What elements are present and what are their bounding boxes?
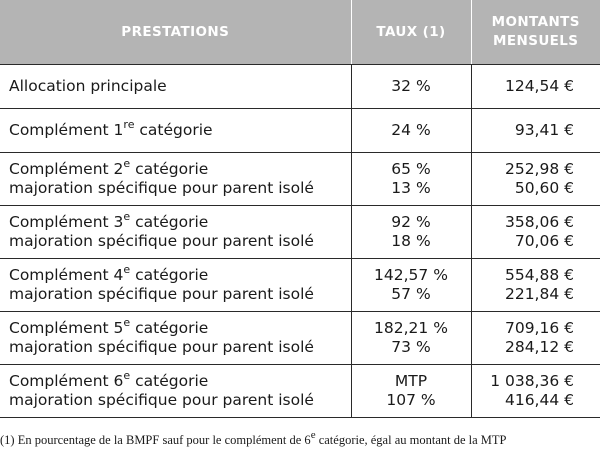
benefit-sub-label: majoration spécifique pour parent isolé (9, 391, 314, 409)
footnote (0, 428, 600, 448)
amount-value: 554,88 € (504, 266, 574, 284)
rate-cell (351, 153, 471, 206)
header-row (0, 0, 600, 65)
amount-value: 1 038,36 € (490, 372, 574, 390)
benefit-label (9, 209, 351, 232)
table-row (0, 109, 600, 153)
amount-sub-value: 416,44 € (504, 391, 574, 409)
table-row (0, 153, 600, 206)
amount-value: 93,41 € (514, 121, 574, 139)
benefit-label-text: Complément 5 (9, 319, 124, 337)
amount-cell (471, 109, 600, 153)
header-taux: TAUX (1) (351, 0, 471, 65)
benefit-label-cell (0, 365, 351, 418)
rate-cell (351, 259, 471, 312)
rate-value: MTP (394, 372, 428, 390)
rate-value: 182,21 % (374, 319, 448, 337)
benefit-label-superscript: e (123, 209, 131, 223)
benefit-label-text: Complément 2 (9, 160, 124, 178)
benefit-label (9, 77, 351, 96)
benefit-label-superscript: e (123, 262, 131, 276)
amount-sub-value: 284,12 € (504, 338, 574, 356)
table-row (0, 259, 600, 312)
rate-sub-value: 73 % (391, 338, 431, 356)
benefit-label-cell (0, 259, 351, 312)
amount-sub-value: 221,84 € (504, 285, 574, 303)
benefit-label-suffix: catégorie (130, 160, 209, 178)
benefit-label (9, 117, 351, 140)
table-row (0, 65, 600, 109)
amount-value: 709,16 € (504, 319, 574, 337)
benefit-label-cell (0, 153, 351, 206)
footnote-text-end: catégorie, égal au montant de la MTP (315, 433, 507, 447)
header-montants-line2: MENSUELS (493, 33, 579, 49)
benefit-label (9, 156, 351, 179)
benefit-sub-label: majoration spécifique pour parent isolé (9, 338, 314, 356)
benefit-label-superscript: e (123, 315, 131, 329)
benefit-label-suffix: catégorie (130, 372, 209, 390)
amount-sub-value: 70,06 € (514, 232, 574, 250)
benefit-label (9, 315, 351, 338)
amount-cell (471, 206, 600, 259)
benefit-label-cell (0, 65, 351, 109)
benefit-label-superscript: e (123, 368, 131, 382)
header-prestations: PRESTATIONS (0, 0, 351, 65)
rate-value: 24 % (391, 121, 431, 139)
footnote-text-start: (1) En pourcentage de la BMPF sauf pour le complément de 6 (0, 433, 311, 447)
benefit-label-superscript: re (123, 117, 135, 131)
rate-sub-value: 18 % (391, 232, 431, 250)
rate-value: 32 % (391, 77, 431, 95)
benefit-label-suffix: catégorie (130, 266, 209, 284)
amount-cell (471, 153, 600, 206)
benefit-label (9, 368, 351, 391)
amount-cell (471, 65, 600, 109)
benefit-label (9, 262, 351, 285)
benefit-label-text: Complément 4 (9, 266, 124, 284)
benefit-label-cell (0, 109, 351, 153)
amount-cell (471, 312, 600, 365)
rate-cell (351, 109, 471, 153)
rate-sub-value: 107 % (386, 391, 436, 409)
amount-cell (471, 365, 600, 418)
rate-value: 142,57 % (374, 266, 448, 284)
table-row (0, 206, 600, 259)
rate-value: 65 % (391, 160, 431, 178)
benefit-sub-label: majoration spécifique pour parent isolé (9, 179, 314, 197)
rate-sub-value: 57 % (391, 285, 431, 303)
benefit-label-text: Complément 1 (9, 121, 124, 139)
rate-cell (351, 65, 471, 109)
rate-value: 92 % (391, 213, 431, 231)
table-row (0, 365, 600, 418)
benefit-sub-label: majoration spécifique pour parent isolé (9, 232, 314, 250)
benefit-label-text: Complément 6 (9, 372, 124, 390)
rate-cell (351, 365, 471, 418)
rate-cell (351, 312, 471, 365)
rate-cell (351, 206, 471, 259)
benefit-label-suffix: catégorie (130, 213, 209, 231)
benefit-sub-label: majoration spécifique pour parent isolé (9, 285, 314, 303)
benefit-label-suffix: catégorie (130, 319, 209, 337)
amount-cell (471, 259, 600, 312)
amount-value: 124,54 € (504, 77, 574, 95)
rate-sub-value: 13 % (391, 179, 431, 197)
table-row (0, 312, 600, 365)
amount-value: 252,98 € (504, 160, 574, 178)
footnote-superscript: e (310, 428, 316, 441)
amount-sub-value: 50,60 € (514, 179, 574, 197)
benefit-label-text: Complément 3 (9, 213, 124, 231)
amount-value: 358,06 € (504, 213, 574, 231)
header-montants-line1: MONTANTS (491, 14, 580, 30)
header-montants (471, 0, 600, 65)
benefit-label-suffix: catégorie (134, 121, 213, 139)
benefit-label-cell (0, 312, 351, 365)
benefit-label-cell (0, 206, 351, 259)
benefit-label-superscript: e (123, 156, 131, 170)
benefit-label-text: Allocation principale (9, 77, 167, 95)
